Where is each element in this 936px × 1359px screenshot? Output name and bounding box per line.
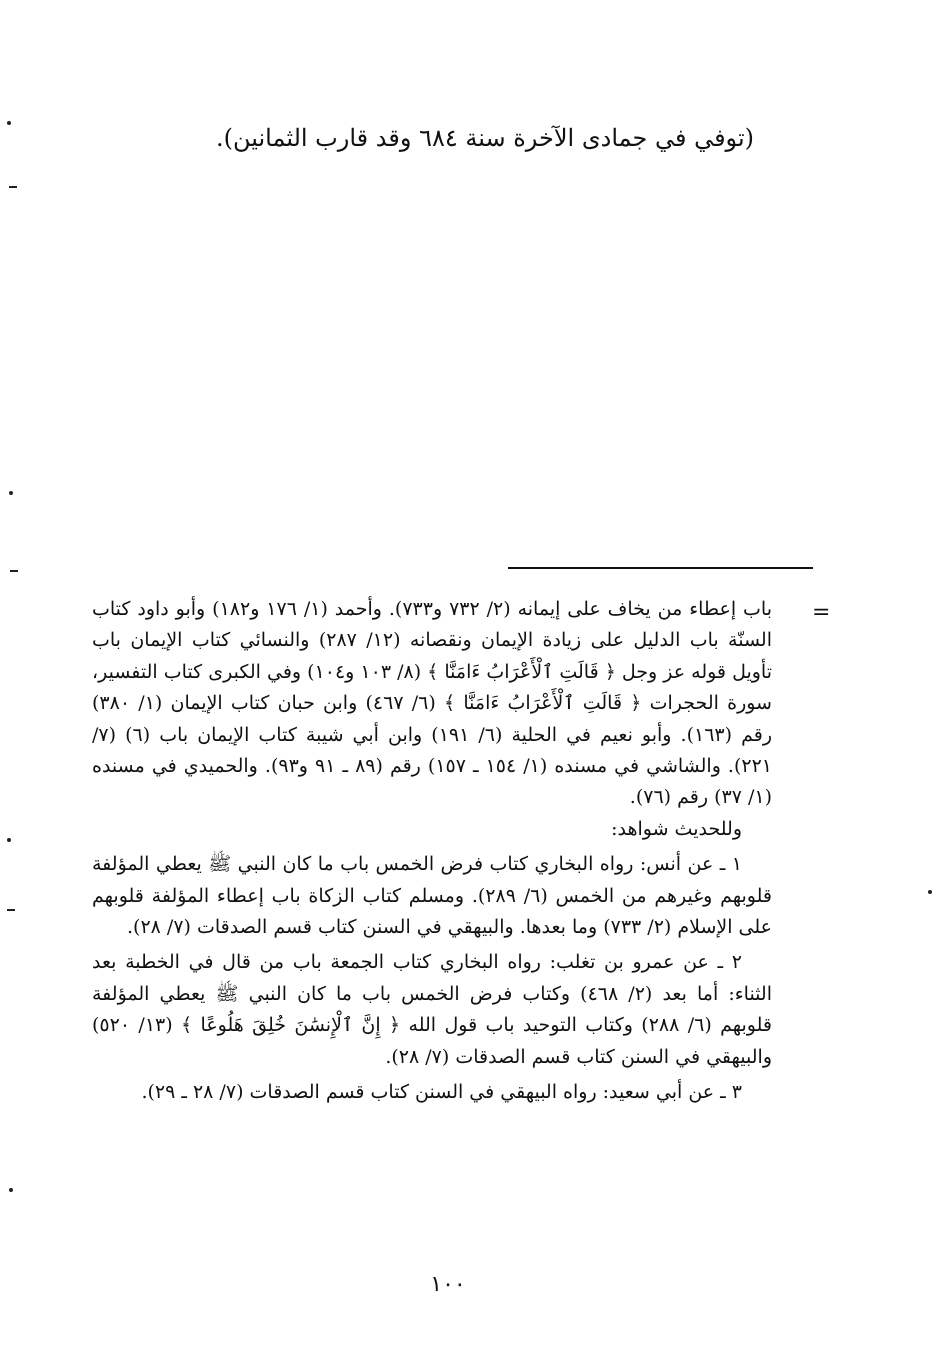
scan-speck xyxy=(10,570,18,572)
scan-speck xyxy=(9,491,13,495)
footnote-paragraph-witness-3: ٣ ـ عن أبي سعيد: رواه البيهقي في السنن كتاب قسم الصدقات (٧/ ٢٨ ـ ٢٩). xyxy=(141,1081,742,1104)
footnote-separator-rule xyxy=(508,567,813,569)
carryover-text-line: (توفي في جمادى الآخرة سنة ٦٨٤ وقد قارب الثمانين). xyxy=(215,124,754,152)
scan-speck xyxy=(9,186,17,188)
footnotes-block xyxy=(92,594,772,1109)
footnote-paragraph-witness-1: ١ ـ عن أنس: رواه البخاري كتاب فرض الخمس باب ما كان النبي ﷺ يعطي المؤلفة قلوبهم وغيرهم من الخمس (٦/ ٢٨٩). ومسلم كتاب الزكاة باب إعطاء المؤلفة قلوبهم على الإسلام (٢/ ٧٣٣) وما بعدها. والبيهقي في السنن كتاب قسم الصدقات (٧/ ٢٨). xyxy=(92,853,772,939)
page-number: ١٠٠ xyxy=(430,1272,466,1297)
scan-speck xyxy=(7,909,15,911)
scan-speck xyxy=(7,121,11,125)
scan-speck xyxy=(7,838,11,842)
footnote-paragraph-witness-2: ٢ ـ عن عمرو بن تغلب: رواه البخاري كتاب الجمعة باب من قال في الخطبة بعد الثناء: أما بعد (٢/ ٤٦٨) وكتاب فرض الخمس باب ما كان النبي ﷺ يعطي المؤلفة قلوبهم (٦/ ٢٨٨) وكتاب التوحيد باب قول الله ﴿ إِنَّ ٱلْإِنسَٰنَ خُلِقَ هَلُوعًا ﴾ (١٣/ ٥٢٠) والبيهقي في السنن كتاب قسم الصدقات (٧/ ٢٨). xyxy=(92,951,772,1068)
footnote-paragraph-references: باب إعطاء من يخاف على إيمانه (٢/ ٧٣٢ و٧٣٣). وأحمد (١/ ١٧٦ و١٨٢) وأبو داود كتاب السنّة باب الدليل على زيادة الإيمان ونقصانه (١٢/ ٢٨٧) والنسائي كتاب الإيمان باب تأويل قوله عز وجل ﴿ قَالَتِ ٱلْأَعْرَابُ ءَامَنَّا ﴾ (٨/ ١٠٣ و١٠٤) وفي الكبرى كتاب التفسير، سورة الحجرات ﴿ قَالَتِ ٱلْأَعْرَابُ ءَامَنَّا ﴾ (٦/ ٤٦٧) وابن حبان كتاب الإيمان (١/ ٣٨٠) رقم (١٦٣). وأبو نعيم في الحلية (٦/ ١٩١) وابن أبي شيبة كتاب الإيمان باب (٦) (٧/ ٢٢١). والشاشي في مسنده (١/ ١٥٤ ـ ١٥٧) رقم (٨٩ ـ ٩١ و٩٣). والحميدي في مسنده (١/ ٣٧) رقم (٧٦). xyxy=(92,598,773,809)
scan-speck xyxy=(928,890,932,894)
footnote-paragraph-witnesses-heading: وللحديث شواهد: xyxy=(611,817,742,840)
footnote-continuation-mark: = xyxy=(812,600,831,625)
scan-speck xyxy=(9,1188,13,1192)
